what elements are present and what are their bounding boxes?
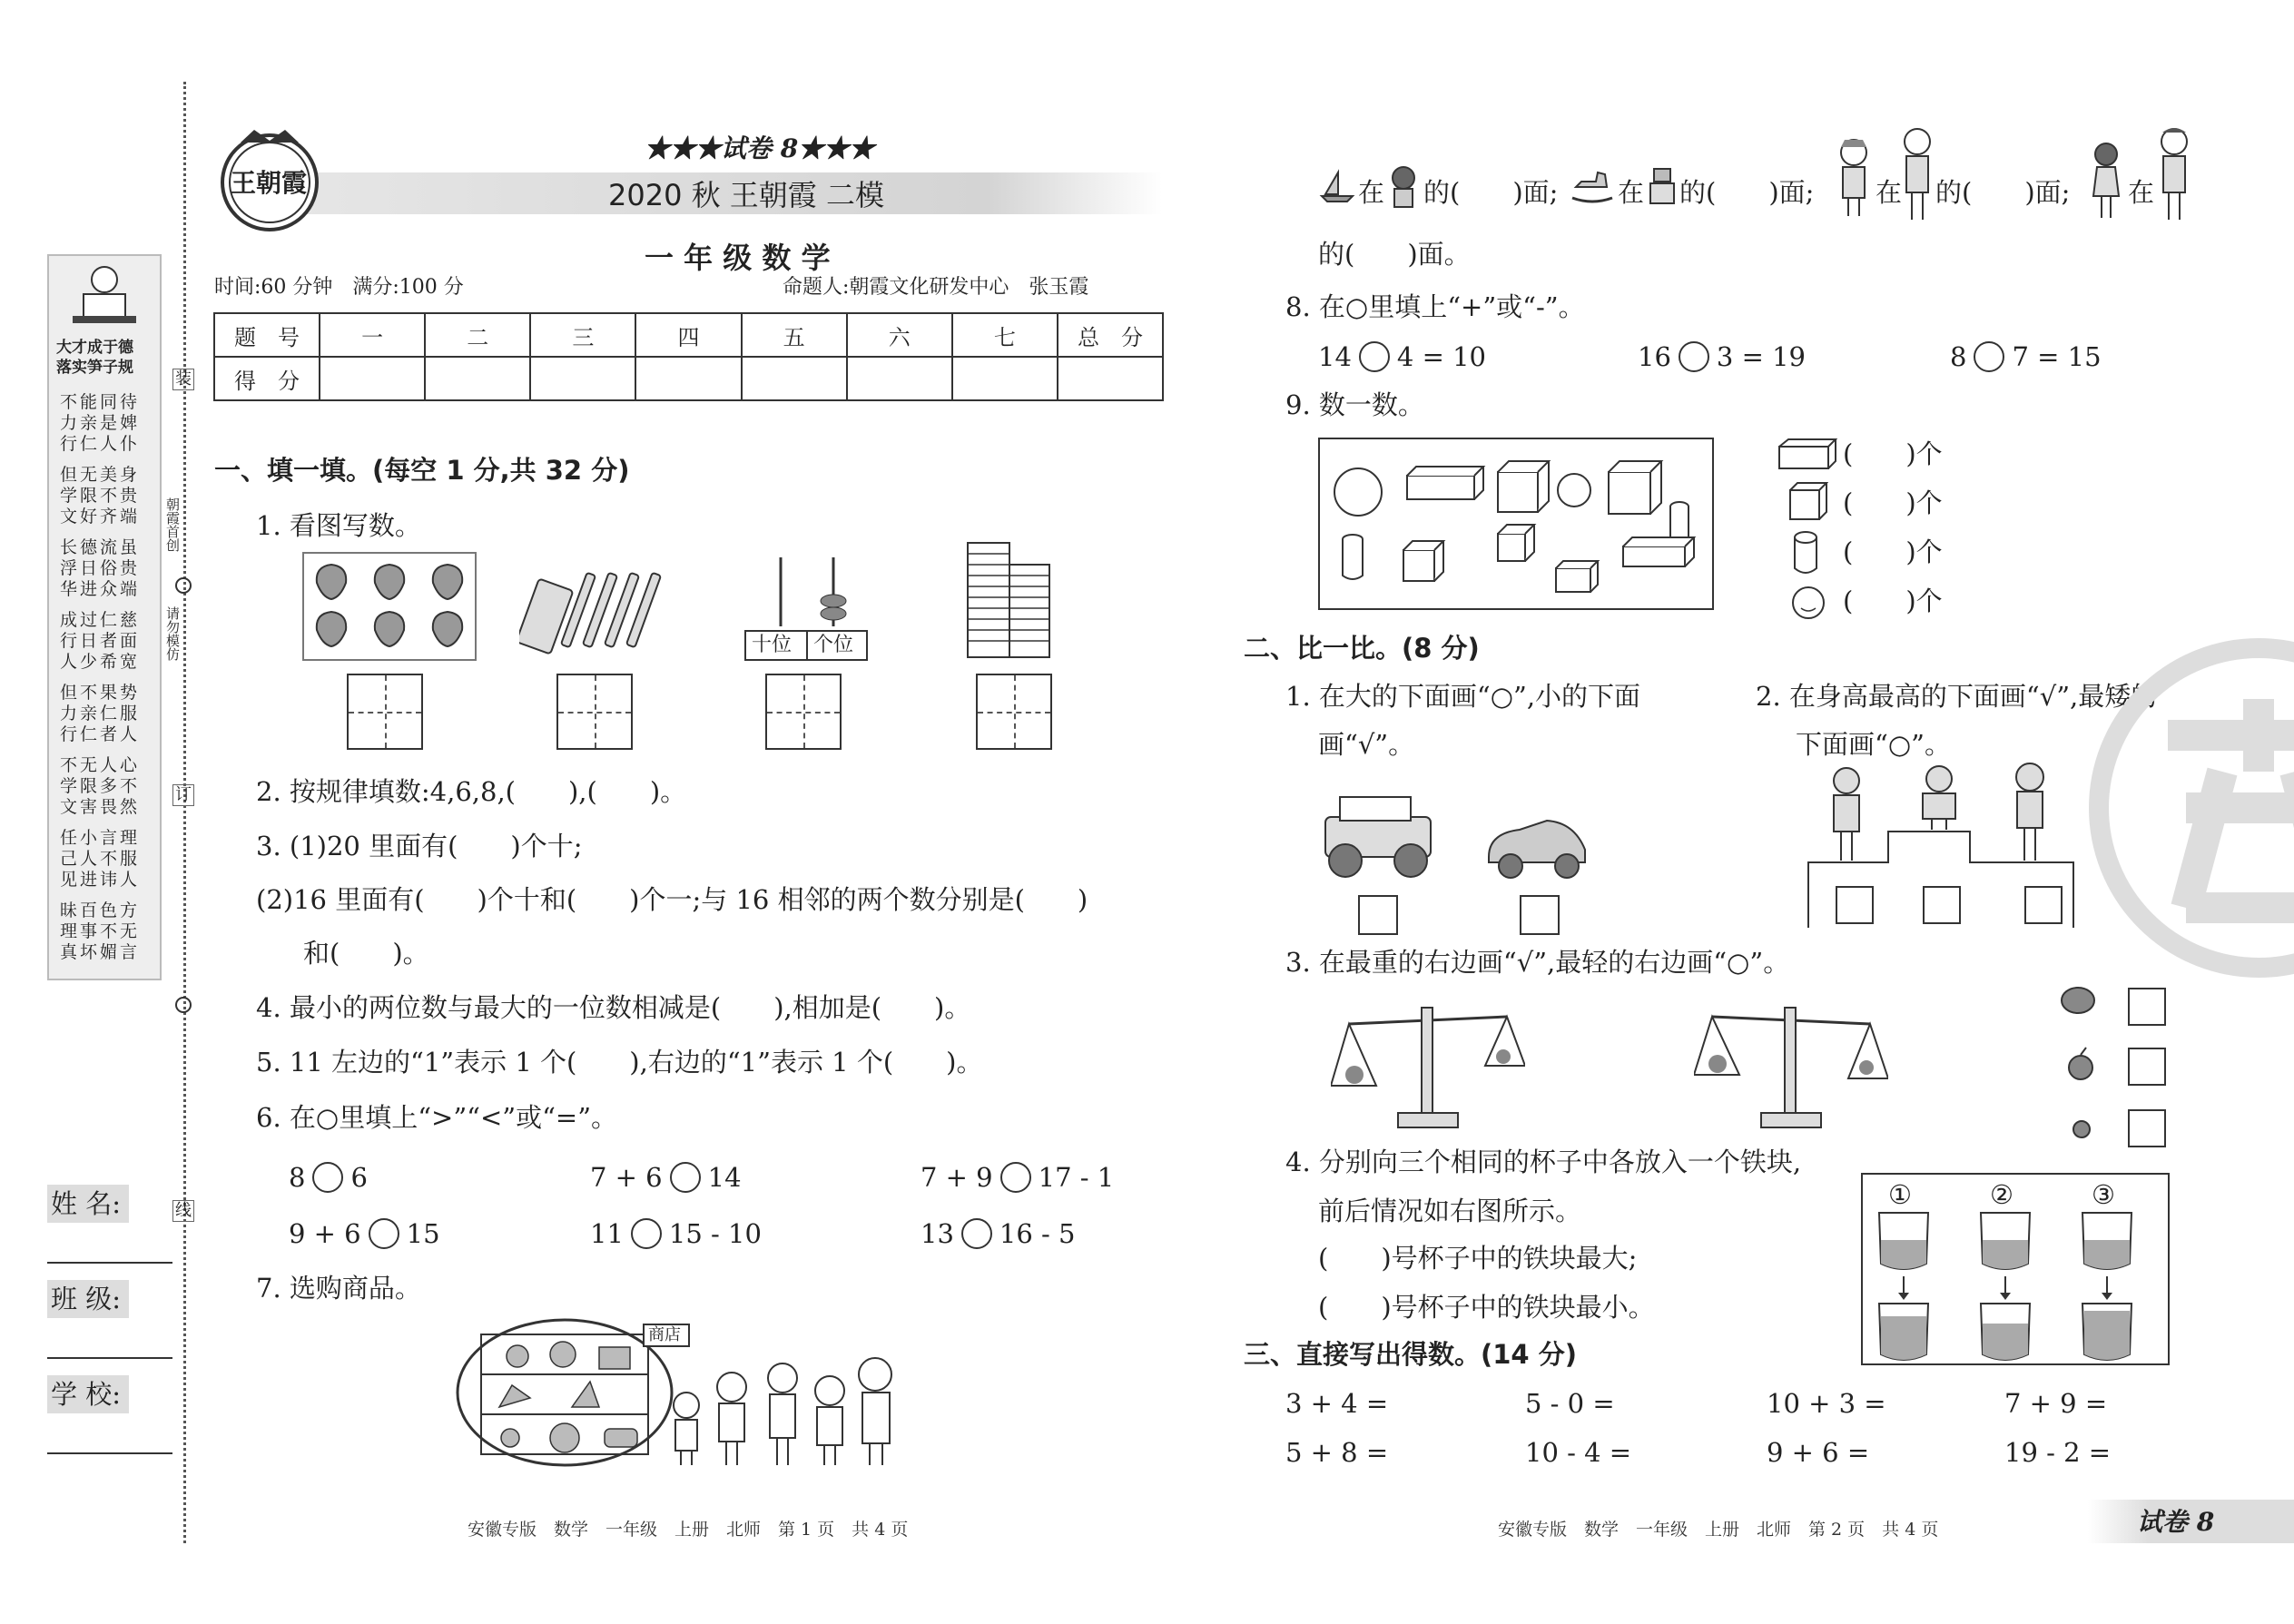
binding-label-2: 落实笋子规 bbox=[56, 359, 133, 377]
motto-line: 长德流虽 bbox=[60, 537, 141, 557]
q6-item bbox=[921, 1162, 1114, 1193]
q6-item bbox=[289, 1218, 440, 1249]
q6-left-expr: 7 + 6 bbox=[590, 1162, 663, 1193]
answer-circle[interactable] bbox=[631, 1218, 662, 1249]
cup-label-3: ③ bbox=[2092, 1179, 2115, 1210]
side-text-1: 朝霞首创 bbox=[164, 497, 181, 552]
compare-1-line-1: 1. 在大的下面画“○”,小的下面 bbox=[1285, 681, 1641, 712]
score-row-label: 得 分 bbox=[214, 357, 320, 400]
calc-problem[interactable]: 7 + 9 = bbox=[2004, 1388, 2108, 1419]
calc-problem[interactable]: 10 - 4 = bbox=[1525, 1437, 1632, 1468]
jeep-picture bbox=[1318, 792, 1438, 882]
car-answer-box[interactable] bbox=[1520, 895, 1560, 935]
motto-line: 成过仁慈 bbox=[60, 610, 141, 630]
motto-line: 人少希宽 bbox=[60, 652, 141, 672]
sticks-picture bbox=[519, 565, 674, 655]
question-9: 9. 数一数。 bbox=[1285, 389, 1424, 420]
jeep-answer-box[interactable] bbox=[1358, 895, 1398, 935]
q6-left-expr: 9 + 6 bbox=[289, 1218, 361, 1249]
motto-line: 学限不贵 bbox=[60, 486, 141, 506]
q6-left-expr: 11 bbox=[590, 1218, 624, 1249]
author-info: 命题人:朝霞文化研发中心 张玉霞 bbox=[783, 276, 1089, 299]
q8-item bbox=[1950, 341, 2102, 372]
question-3-part-2: (2)16 里面有( )个十和( )个一;与 16 相邻的两个数分别是( ) bbox=[256, 884, 1088, 915]
abacus-tens-label: 十位 bbox=[752, 634, 793, 656]
question-1: 1. 看图写数。 bbox=[256, 510, 421, 541]
fruit-medium-icon bbox=[2064, 1046, 2097, 1082]
stacked-blocks-picture bbox=[966, 541, 1051, 659]
mascot-icon bbox=[64, 261, 145, 334]
question-3-part-3: 和( )。 bbox=[303, 938, 429, 969]
score-cell[interactable] bbox=[952, 357, 1058, 400]
count-cuboid: ( )个 bbox=[1843, 438, 1943, 469]
motto-line: 但不果势 bbox=[60, 683, 141, 703]
binding-dotted-line bbox=[183, 82, 186, 1543]
strawberry-picture bbox=[302, 552, 477, 661]
q6-right-expr: 17 - 1 bbox=[1038, 1162, 1115, 1193]
score-cell[interactable] bbox=[320, 357, 425, 400]
question-4: 4. 最小的两位数与最大的一位数相减是( ),相加是( )。 bbox=[256, 992, 971, 1023]
answer-circle[interactable] bbox=[1679, 341, 1709, 372]
school-label: 学 校: bbox=[51, 1379, 121, 1410]
corner-tag: 试卷 8 bbox=[2137, 1507, 2215, 1537]
side-text-2: 请勿模仿 bbox=[164, 606, 181, 661]
motto-line: 浮日俗贵 bbox=[60, 558, 141, 578]
motto-line: 任小言理 bbox=[60, 828, 141, 848]
q6-right-expr: 15 bbox=[406, 1218, 440, 1249]
q7-cont-text-6: 的( )面; bbox=[1935, 177, 2071, 208]
q7-cont-text-4: 的( )面; bbox=[1679, 177, 1815, 208]
score-cell[interactable] bbox=[847, 357, 952, 400]
count-cube: ( )个 bbox=[1843, 487, 1943, 518]
compare-3: 3. 在最重的右边画“√”,最轻的右边画“○”。 bbox=[1285, 947, 1790, 978]
compare-1-line-2: 画“√”。 bbox=[1318, 729, 1415, 760]
cuboid-icon bbox=[1777, 438, 1837, 470]
abacus-ones-label: 个位 bbox=[813, 634, 854, 656]
question-2: 2. 按规律填数:4,6,8,( ),( )。 bbox=[256, 776, 687, 807]
answer-circle[interactable] bbox=[1000, 1162, 1031, 1193]
motto-line: 昧百色方 bbox=[60, 901, 141, 920]
tall-person-answer-box[interactable] bbox=[2024, 886, 2063, 924]
balance-scale-1 bbox=[1331, 1002, 1525, 1131]
sailboat-icon bbox=[1318, 169, 1356, 203]
paper-tag: ★★★试卷 8★★★ bbox=[645, 133, 875, 163]
motto-line: 行日者面 bbox=[60, 631, 141, 651]
motto-line: 文好齐端 bbox=[60, 507, 141, 527]
section-3-title: 三、直接写出得数。(14 分) bbox=[1244, 1339, 1577, 1370]
name-label: 姓 名: bbox=[51, 1188, 121, 1219]
score-header-cell: 七 bbox=[952, 313, 1058, 357]
count-cylinder: ( )个 bbox=[1843, 536, 1943, 567]
compare-4-line-4: ( )号杯子中的铁块最小。 bbox=[1318, 1292, 1655, 1323]
class-field[interactable] bbox=[47, 1357, 172, 1359]
compare-4-line-3: ( )号杯子中的铁块最大; bbox=[1318, 1243, 1638, 1274]
q1-answer-box[interactable] bbox=[347, 674, 423, 750]
score-header-cell: 一 bbox=[320, 313, 425, 357]
score-header-cell: 六 bbox=[847, 313, 952, 357]
q6-item bbox=[289, 1162, 368, 1193]
q7-cont-text-2: 的( )面; bbox=[1423, 177, 1559, 208]
q7-cont-text-1: 在 bbox=[1358, 177, 1385, 208]
school-field[interactable] bbox=[47, 1452, 172, 1454]
q6-left-expr: 7 + 9 bbox=[921, 1162, 993, 1193]
q8-right-expr: 3 = 19 bbox=[1716, 341, 1806, 372]
doll-icon bbox=[1385, 163, 1422, 209]
grid-guide bbox=[767, 712, 840, 714]
cube-icon bbox=[1788, 481, 1828, 521]
fruit-heavy-answer-box[interactable] bbox=[2128, 988, 2166, 1026]
q8-item bbox=[1638, 341, 1806, 372]
robot-toy-icon bbox=[1647, 167, 1678, 205]
score-table bbox=[213, 312, 1164, 401]
boy-glasses-icon bbox=[1899, 127, 1935, 221]
question-8: 8. 在○里填上“+”或“-”。 bbox=[1285, 291, 1585, 322]
q6-right-expr: 14 bbox=[707, 1162, 742, 1193]
question-7: 7. 选购商品。 bbox=[256, 1273, 421, 1304]
grid-guide bbox=[558, 712, 631, 714]
score-cell[interactable] bbox=[530, 357, 635, 400]
shop-sign-text: 商店 bbox=[648, 1325, 681, 1344]
logo-text: 王朝霞 bbox=[231, 168, 308, 198]
cup-label-1: ① bbox=[1888, 1179, 1912, 1210]
question-6: 6. 在○里填上“>”“<”或“=”。 bbox=[256, 1102, 618, 1133]
binding-hole-2 bbox=[175, 997, 192, 1013]
calc-problem[interactable]: 10 + 3 = bbox=[1767, 1388, 1886, 1419]
compare-2-line-1: 2. 在身高最高的下面画“√”,最矮的 bbox=[1756, 681, 2158, 712]
q6-item bbox=[590, 1162, 742, 1193]
compare-4-line-1: 4. 分别向三个相同的杯子中各放入一个铁块, bbox=[1285, 1147, 1802, 1177]
q7-cont-text-3: 在 bbox=[1618, 177, 1645, 208]
balance-scale-2 bbox=[1694, 1002, 1888, 1131]
name-field[interactable] bbox=[47, 1262, 172, 1264]
motto-line: 见进讳人 bbox=[60, 870, 141, 890]
calc-problem[interactable]: 9 + 6 = bbox=[1767, 1437, 1870, 1468]
score-cell[interactable] bbox=[425, 357, 530, 400]
score-header-cell: 题 号 bbox=[214, 313, 320, 357]
q1-answer-box[interactable] bbox=[556, 674, 633, 750]
seal-char-2: 订 bbox=[172, 784, 194, 806]
motto-line: 不无人心 bbox=[60, 755, 141, 775]
fruit-light-icon bbox=[2070, 1113, 2093, 1140]
short-person-answer-box[interactable] bbox=[1836, 886, 1874, 924]
answer-circle[interactable] bbox=[961, 1218, 992, 1249]
rocking-horse-icon bbox=[1570, 165, 1614, 205]
secret-seal-watermark bbox=[2077, 635, 2294, 980]
fruit-medium-answer-box[interactable] bbox=[2128, 1048, 2166, 1086]
q6-right-expr: 15 - 10 bbox=[668, 1218, 762, 1249]
fruit-light-answer-box[interactable] bbox=[2128, 1109, 2166, 1147]
score-table-score-row bbox=[214, 357, 1163, 400]
motto-line: 力亲仁服 bbox=[60, 704, 141, 723]
score-header-cell: 四 bbox=[635, 313, 741, 357]
compare-2-line-2: 下面画“○”。 bbox=[1796, 729, 1951, 760]
question-5: 5. 11 左边的“1”表示 1 个( ),右边的“1”表示 1 个( )。 bbox=[256, 1047, 983, 1078]
subject-title: 一 年 级 数 学 bbox=[645, 241, 831, 275]
q6-left-expr: 8 bbox=[289, 1162, 306, 1193]
score-table-header-row bbox=[214, 313, 1163, 357]
motto-line: 理事不无 bbox=[60, 921, 141, 941]
q6-right-expr: 16 - 5 bbox=[999, 1218, 1076, 1249]
score-cell[interactable] bbox=[742, 357, 847, 400]
score-cell[interactable] bbox=[635, 357, 741, 400]
q8-item bbox=[1318, 341, 1486, 372]
q7-cont-text-8: 的( )面。 bbox=[1318, 239, 1471, 270]
abacus-divider bbox=[806, 630, 808, 661]
fruit-heavy-icon bbox=[2057, 980, 2099, 1017]
left-footer: 安徽专版 数学 一年级 上册 北师 第 1 页 共 4 页 bbox=[468, 1520, 909, 1540]
child-cap-icon bbox=[1830, 136, 1877, 218]
motto-line: 行仁者人 bbox=[60, 724, 141, 744]
calc-problem[interactable]: 19 - 2 = bbox=[2004, 1437, 2112, 1468]
score-header-cell: 五 bbox=[742, 313, 847, 357]
q7-cont-text-5: 在 bbox=[1876, 177, 1903, 208]
q8-right-expr: 7 = 15 bbox=[2012, 341, 2102, 372]
q8-left-num: 16 bbox=[1638, 341, 1671, 372]
right-footer: 安徽专版 数学 一年级 上册 北师 第 2 页 共 4 页 bbox=[1498, 1520, 1939, 1540]
q6-item bbox=[590, 1218, 762, 1249]
cylinder-icon bbox=[1790, 530, 1821, 577]
q8-right-expr: 4 = 10 bbox=[1396, 341, 1486, 372]
score-cell[interactable] bbox=[1058, 357, 1163, 400]
boy-icon bbox=[2155, 127, 2193, 221]
section-1-title: 一、填一填。(每空 1 分,共 32 分) bbox=[214, 455, 630, 486]
q6-right-expr: 6 bbox=[350, 1162, 368, 1193]
motto-line: 力亲是婢 bbox=[60, 413, 141, 433]
score-header-cell: 三 bbox=[530, 313, 635, 357]
grid-guide bbox=[349, 712, 421, 714]
calc-problem[interactable]: 5 - 0 = bbox=[1525, 1388, 1615, 1419]
calc-problem[interactable]: 3 + 4 = bbox=[1285, 1388, 1389, 1419]
q7-cont-text-7: 在 bbox=[2128, 177, 2155, 208]
section-2-title: 二、比一比。(8 分) bbox=[1244, 633, 1480, 664]
motto-line: 学限多不 bbox=[60, 776, 141, 796]
q6-item bbox=[921, 1218, 1076, 1249]
mid-person-answer-box[interactable] bbox=[1923, 886, 1961, 924]
answer-circle[interactable] bbox=[1359, 341, 1390, 372]
seal-char-1: 装 bbox=[172, 369, 194, 390]
motto-line: 文害畏然 bbox=[60, 797, 141, 817]
girl-icon bbox=[2088, 142, 2124, 220]
answer-circle[interactable] bbox=[312, 1162, 343, 1193]
cup-label-2: ② bbox=[1990, 1179, 2013, 1210]
motto-line: 己人不服 bbox=[60, 849, 141, 869]
motto-line: 华进众端 bbox=[60, 579, 141, 599]
exam-title: 2020 秋 王朝霞 二模 bbox=[608, 178, 884, 212]
motto-line: 行仁人仆 bbox=[60, 434, 141, 454]
solids-picture bbox=[1318, 438, 1714, 610]
answer-circle[interactable] bbox=[369, 1218, 399, 1249]
motto-line: 不能同待 bbox=[60, 392, 141, 412]
q1-answer-box[interactable] bbox=[976, 674, 1052, 750]
answer-circle[interactable] bbox=[1974, 341, 2004, 372]
small-car-picture bbox=[1483, 813, 1590, 882]
customers-illustration bbox=[668, 1351, 904, 1471]
answer-circle[interactable] bbox=[670, 1162, 701, 1193]
count-sphere: ( )个 bbox=[1843, 586, 1943, 616]
compare-4-line-2: 前后情况如右图所示。 bbox=[1318, 1196, 1582, 1226]
calc-problem[interactable]: 5 + 8 = bbox=[1285, 1437, 1389, 1468]
binding-label-1: 大才成于德 bbox=[56, 339, 133, 357]
motto-line: 真坏媚言 bbox=[60, 942, 141, 962]
class-label: 班 级: bbox=[51, 1284, 121, 1314]
sphere-icon bbox=[1790, 585, 1826, 621]
q8-left-num: 8 bbox=[1950, 341, 1967, 372]
seal-char-3: 线 bbox=[172, 1200, 194, 1222]
q6-left-expr: 13 bbox=[921, 1218, 954, 1249]
motto-line: 但无美身 bbox=[60, 465, 141, 485]
q1-answer-box[interactable] bbox=[765, 674, 842, 750]
score-header-cell: 总 分 bbox=[1058, 313, 1163, 357]
time-info: 时间:60 分钟 满分:100 分 bbox=[214, 276, 464, 299]
grid-guide bbox=[978, 712, 1050, 714]
question-3-part-1: 3. (1)20 里面有( )个十; bbox=[256, 831, 583, 861]
score-header-cell: 二 bbox=[425, 313, 530, 357]
q8-left-num: 14 bbox=[1318, 341, 1352, 372]
binding-hole-1 bbox=[175, 577, 192, 594]
